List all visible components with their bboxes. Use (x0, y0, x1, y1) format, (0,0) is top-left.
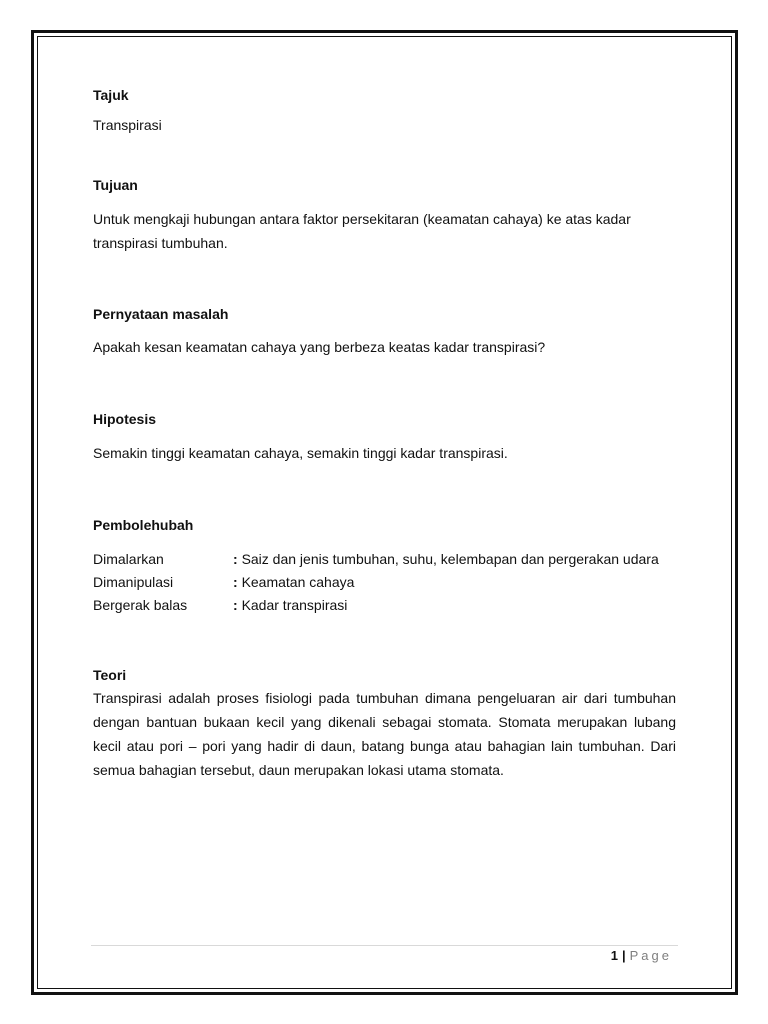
section-heading-teori: Teori (93, 667, 127, 683)
variable-label: Dimanipulasi (93, 574, 174, 590)
section-body-tujuan: Untuk mengkaji hubungan antara faktor persekitaran (keamatan cahaya) ke atas kadar transpirasi tumbuhan. (93, 211, 631, 251)
section-body-tajuk: Transpirasi (93, 117, 162, 133)
variable-value (233, 573, 354, 591)
page-border-inner (37, 36, 732, 989)
section-heading-pembolehubah: Pembolehubah (93, 517, 194, 533)
footer-separator: | (621, 948, 626, 963)
variable-value-text: Keamatan cahaya (241, 574, 355, 590)
section-heading-pernyataan-masalah: Pernyataan masalah (93, 306, 229, 322)
section-body-teori: Transpirasi adalah proses fisiologi pada tumbuhan dimana pengeluaran air dari tumbuhan dengan bantuan bukaan kecil yang dikenali sebagai stomata. Stomata merupakan lubang kecil atau pori – pori yang hadir di daun, batang bunga atau bahagian lain tumbuhan. Dari semua bahagian tersebut, daun merupakan lokasi utama stomata. (93, 690, 676, 778)
page-number: 1 (610, 948, 618, 963)
section-heading-tujuan: Tujuan (93, 177, 138, 193)
footer-divider (91, 945, 678, 946)
variable-value-text: Kadar transpirasi (241, 597, 348, 613)
section-body-pernyataan-masalah: Apakah kesan keamatan cahaya yang berbeza keatas kadar transpirasi? (93, 339, 546, 355)
variable-colon: : (233, 551, 238, 567)
variable-value-text: Saiz dan jenis tumbuhan, suhu, kelembapan dan pergerakan udara (241, 551, 659, 567)
variable-value (233, 596, 347, 614)
variable-colon: : (233, 597, 238, 613)
page-label: Page (629, 948, 672, 963)
section-heading-tajuk: Tajuk (93, 87, 129, 103)
variable-colon: : (233, 574, 238, 590)
section-body-hipotesis: Semakin tinggi keamatan cahaya, semakin tinggi kadar transpirasi. (93, 445, 508, 461)
variable-label: Dimalarkan (93, 551, 164, 567)
variable-label: Bergerak balas (93, 597, 188, 613)
variable-value (233, 550, 659, 568)
section-heading-hipotesis: Hipotesis (93, 411, 157, 427)
page-footer (611, 947, 672, 965)
